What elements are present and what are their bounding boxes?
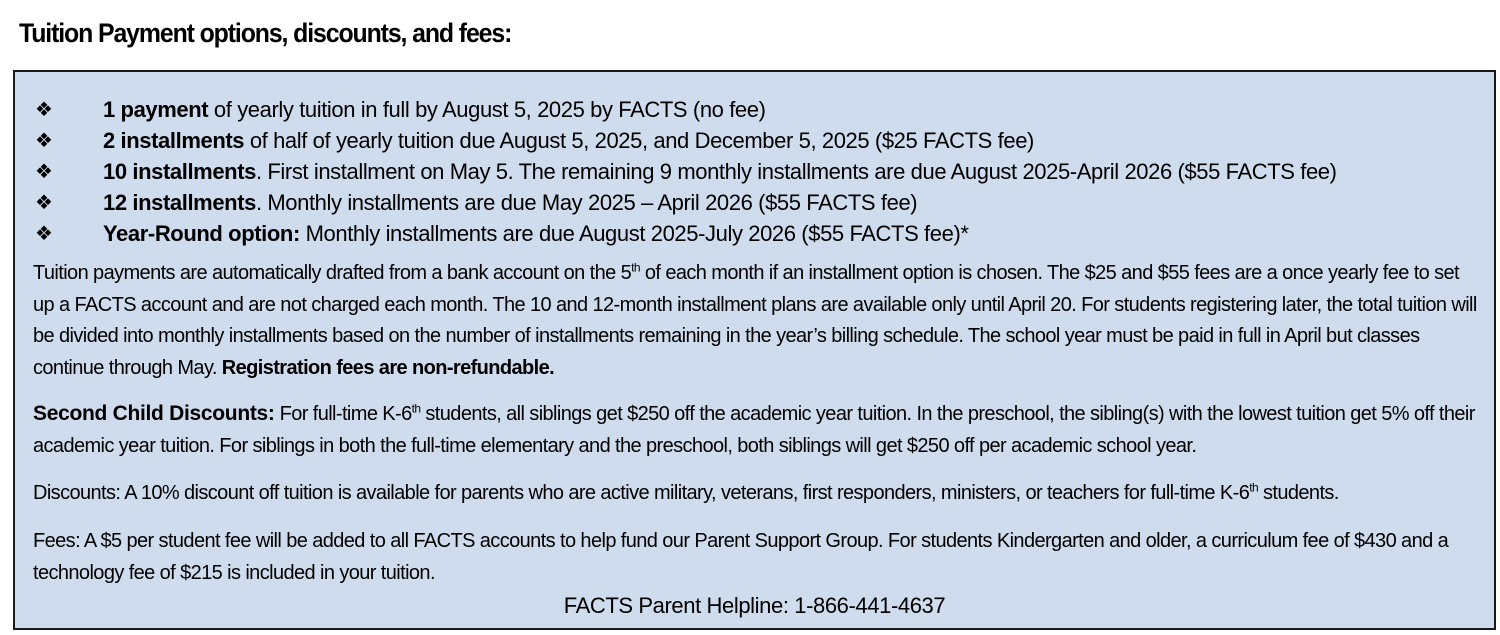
list-item: [33, 125, 1337, 156]
option-description: . Monthly installments are due May 2025 – April 2026 ($55 FACTS fee): [255, 189, 918, 215]
option-description: of yearly tuition in full by August 5, 2025 by FACTS (no fee): [208, 96, 766, 122]
option-name: 1 payment: [103, 96, 209, 122]
diamond-bullet-icon: ❖: [35, 161, 53, 183]
list-item: [33, 156, 1337, 187]
diamond-bullet-icon: ❖: [35, 130, 53, 152]
option-description: Monthly installments are due August 2025-July 2026 ($55 FACTS fee)*: [299, 220, 969, 246]
diamond-bullet-icon: ❖: [35, 192, 53, 214]
discounts-label: Discounts:: [33, 482, 121, 504]
fees-text: A $5 per student fee will be added to all FACTS accounts to help fund our Parent Support Group. For students Kindergarten and older, a curriculum fee of $430 and a technology fee of $215 is included in your tuition.: [33, 530, 1449, 584]
drafting-paragraph: [33, 258, 1478, 384]
ordinal-suffix: th: [631, 260, 640, 275]
second-child-label: Second Child Discounts:: [33, 402, 275, 425]
drafting-text-cont: of each month if an installment option is chosen. The $25 and $55 fees are a once yearly fee to set up a FACTS account and are not charged each month. The 10 and 12-month installment plans are available only until April 20. For students registering later, the total tuition will be divided into monthly installments based on the number of installments remaining in the year’s billing schedule. The school year must be paid in full in April but classes continue through May.: [33, 262, 1477, 379]
ordinal-suffix: th: [411, 401, 421, 416]
second-child-text-cont: students, all siblings get $250 off the academic year tuition. In the preschool, the sibling(s) with the lowest tuition get 5% off their academic year tuition. For siblings in both the full-time elementary and the preschool, both siblings will get $250 off per academic school year.: [33, 403, 1475, 457]
list-item: [33, 218, 1337, 249]
option-description: . First installment on May 5. The remaining 9 monthly installments are due August 2025-April 2026 ($55 FACTS fee): [255, 158, 1337, 184]
fees-paragraph: [33, 526, 1478, 589]
ordinal-suffix: th: [1249, 480, 1259, 495]
discounts-paragraph: [33, 478, 1478, 510]
diamond-bullet-icon: ❖: [35, 223, 53, 245]
fees-label: Fees:: [33, 530, 81, 552]
option-name: 2 installments: [103, 127, 245, 153]
option-name: 12 installments: [103, 189, 256, 215]
second-child-paragraph: [33, 398, 1478, 462]
page-title: Tuition Payment options, discounts, and fees:: [19, 18, 512, 48]
drafting-text: Tuition payments are automatically drafted from a bank account on the 5: [33, 262, 632, 284]
payment-info-box: [13, 70, 1496, 630]
list-item: [33, 187, 1337, 218]
parent-helpline: FACTS Parent Helpline: 1-866-441-4637: [563, 593, 946, 618]
list-item: [33, 94, 1337, 125]
discounts-text-cont: students.: [1258, 482, 1339, 504]
diamond-bullet-icon: ❖: [35, 99, 53, 121]
payment-options-list: [33, 94, 1337, 249]
option-name: 10 installments: [103, 158, 256, 184]
option-name: Year-Round option:: [103, 220, 300, 246]
second-child-text: For full-time K-6: [274, 403, 412, 425]
discounts-text: A 10% discount off tuition is available for parents who are active military, veterans, first responders, ministers, or teachers for full-time K-6: [120, 482, 1250, 504]
option-description: of half of yearly tuition due August 5, 2025, and December 5, 2025 ($25 FACTS fee): [244, 127, 1034, 153]
non-refundable-note: Registration fees are non-refundable.: [221, 356, 555, 379]
